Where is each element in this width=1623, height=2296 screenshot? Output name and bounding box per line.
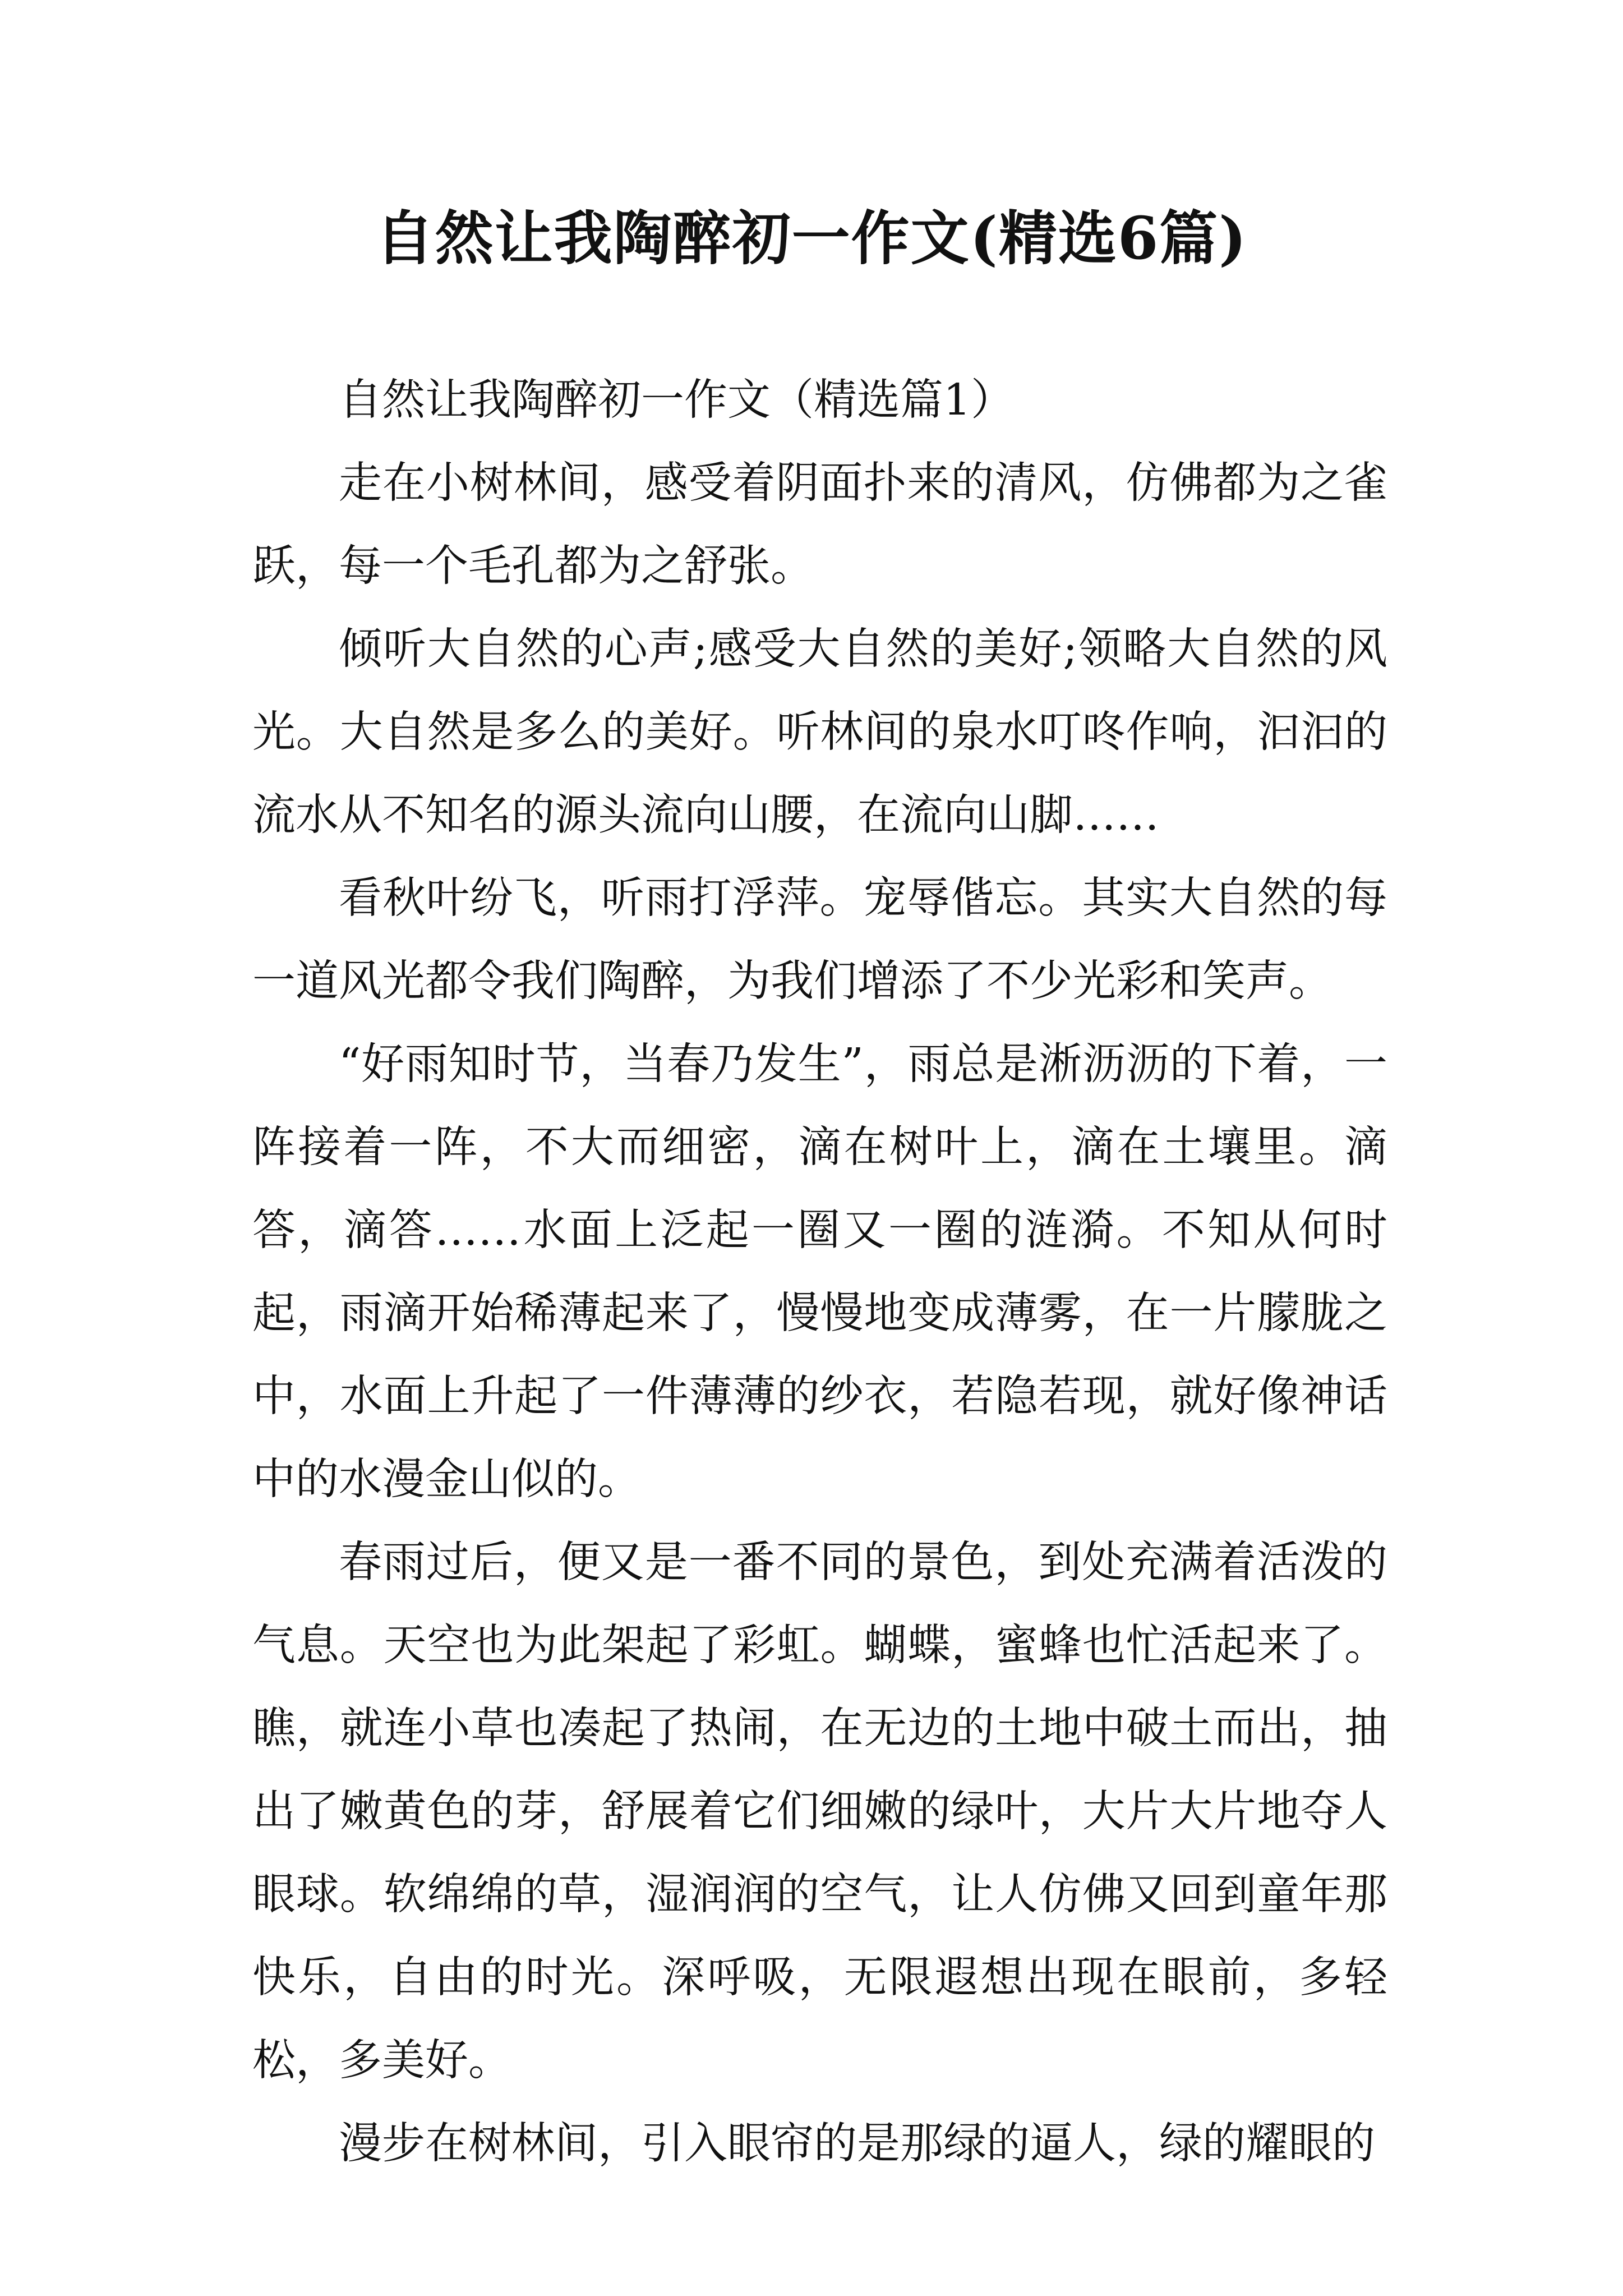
paragraph: “好雨知时节，当春乃发生”，雨总是淅沥沥的下着，一阵接着一阵，不大而细密，滴在树叶上，滴在土壤里。滴答，滴答……水面上泛起一圈又一圈的涟漪。不知从何时起，雨滴开始稀薄起来了，慢慢地变成薄雾，在一片朦胧之中，水面上升起了一件薄薄的纱衣，若隐若现，就好像神话中的水漫金山似的。 bbox=[252, 1039, 1387, 1504]
section-heading: 自然让我陶醉初一作文（精选篇1） bbox=[339, 375, 1014, 425]
document-body bbox=[252, 359, 1387, 2185]
paragraph: 看秋叶纷飞，听雨打浮萍。宠辱偕忘。其实大自然的每一道风光都令我们陶醉，为我们增添了不少光彩和笑声。 bbox=[252, 873, 1387, 1006]
paragraph: 走在小树林间，感受着阴面扑来的清风，仿佛都为之雀跃，每一个毛孔都为之舒张。 bbox=[252, 458, 1387, 591]
paragraph: 漫步在树林间，引入眼帘的是那绿的逼人，绿的耀眼的 bbox=[339, 2119, 1375, 2169]
paragraph: 春雨过后，便又是一番不同的景色，到处充满着活泼的气息。天空也为此架起了彩虹。蝴蝶，蜜蜂也忙活起来了。瞧，就连小草也凑起了热闹，在无边的土地中破土而出，抽出了嫩黄色的芽，舒展着它们细嫩的绿叶，大片大片地夺人眼球。软绵绵的草，湿润润的空气，让人仿佛又回到童年那快乐，自由的时光。深呼吸，无限遐想出现在眼前，多轻松，多美好。 bbox=[252, 1538, 1387, 2086]
paragraph: 倾听大自然的心声;感受大自然的美好;领略大自然的风光。大自然是多么的美好。听林间的泉水叮咚作响，汩汩的流水从不知名的源头流向山腰，在流向山脚…… bbox=[252, 624, 1387, 840]
document-title: 自然让我陶醉初一作文(精选6篇) bbox=[375, 204, 1248, 273]
